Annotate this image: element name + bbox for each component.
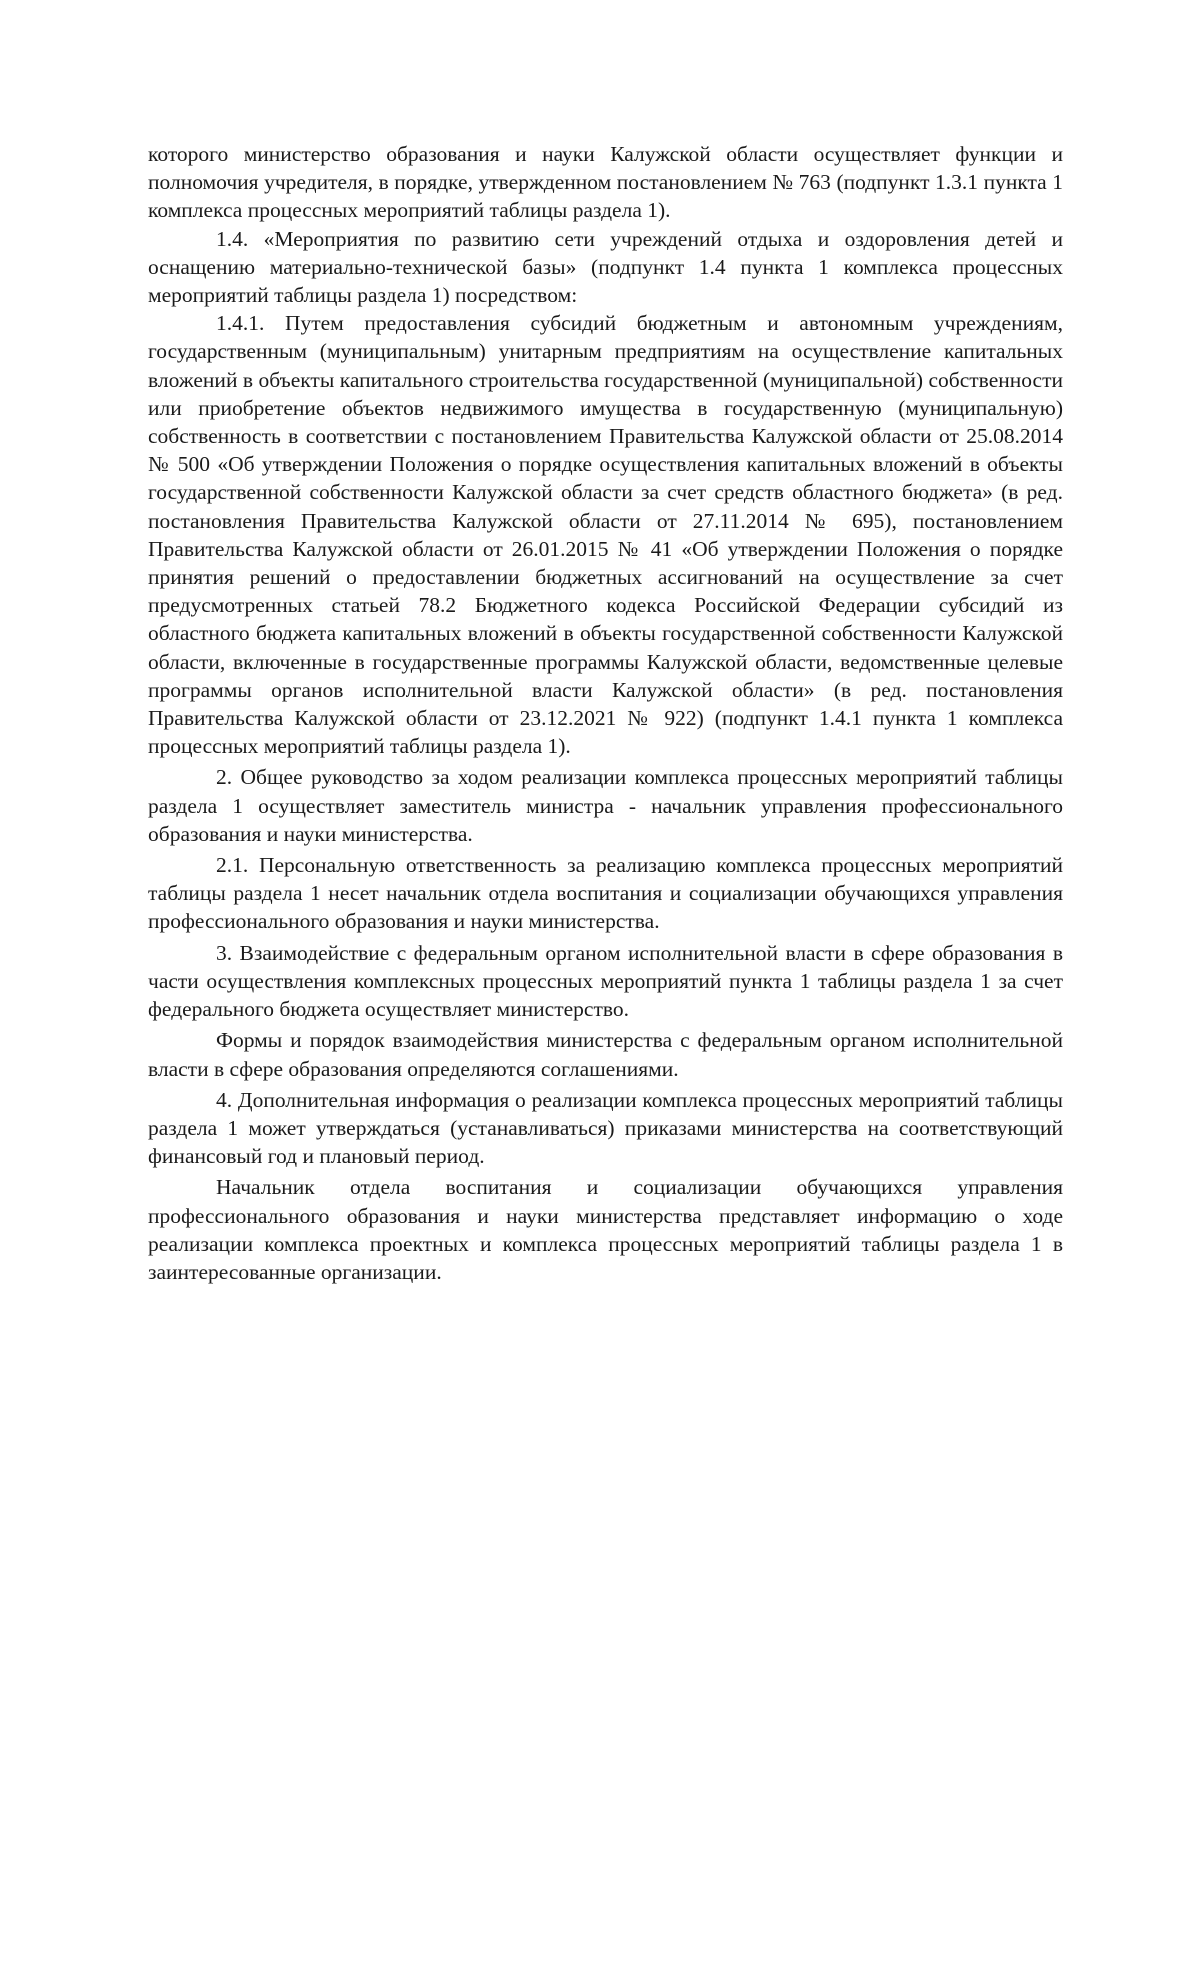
paragraph-2-1: 2.1. Персональную ответственность за реализацию комплекса процессных мероприятий таблицы раздела 1 несет начальник отдела воспитания и социализации обучающихся управления профессионального образования и науки министерства. bbox=[148, 853, 1063, 934]
paragraph-2: 2. Общее руководство за ходом реализации комплекса процессных мероприятий таблицы раздела 1 осуществляет заместитель министра - начальник управления профессионального образования и науки министерства. bbox=[148, 765, 1063, 846]
document-body bbox=[148, 140, 1063, 1286]
paragraph-1-4-1: 1.4.1. Путем предоставления субсидий бюджетным и автономным учреждениям, государственным (муниципальным) унитарным предприятиям на осуществление капитальных вложений в объекты капитального строительства государственной (муниципальной) собственности или приобретение объектов недвижимого имущества в государственную (муниципальную) собственность в соответствии с постановлением Правительства Калужской области от 25.08.2014 № 500 «Об утверждении Положения о порядке осуществления капитальных вложений в объекты государственной собственности Калужской области за счет средств областного бюджета» (в ред. постановления Правительства Калужской области от 27.11.2014 № 695), постановлением Правительства Калужской области от 26.01.2015 № 41 «Об утверждении Положения о порядке принятия решений о предоставлении бюджетных ассигнований на осуществление за счет предусмотренных статьей 78.2 Бюджетного кодекса Российской Федерации субсидий из областного бюджета капитальных вложений в объекты государственной собственности Калужской области, включенные в государственные программы Калужской области, ведомственные целевые программы органов исполнительной власти Калужской области» (в ред. постановления Правительства Калужской области от 23.12.2021 № 922) (подпункт 1.4.1 пункта 1 комплекса процессных мероприятий таблицы раздела 1). bbox=[148, 311, 1063, 759]
paragraph-forms: Формы и порядок взаимодействия министерства с федеральным органом исполнительной власти в сфере образования определяются соглашениями. bbox=[148, 1028, 1063, 1081]
paragraph-1-4: 1.4. «Мероприятия по развитию сети учреждений отдыха и оздоровления детей и оснащению материально-технической базы» (подпункт 1.4 пункта 1 комплекса процессных мероприятий таблицы раздела 1) посредством: bbox=[148, 226, 1063, 308]
paragraph-4: 4. Дополнительная информация о реализации комплекса процессных мероприятий таблицы раздела 1 может утверждаться (устанавливаться) приказами министерства на соответствующий финансовый год и плановый период. bbox=[148, 1087, 1063, 1169]
paragraph-continuation: которого министерство образования и науки Калужской области осуществляет функции и полномочия учредителя, в порядке, утвержденном постановлением № 763 (подпункт 1.3.1 пункта 1 комплекса процессных мероприятий таблицы раздела 1). bbox=[148, 142, 1063, 223]
paragraph-head-of-department: Начальник отдела воспитания и социализации обучающихся управления профессионального образования и науки министерства представляет информацию о ходе реализации комплекса проектных и комплекса процессных мероприятий таблицы раздела 1 в заинтересованные организации. bbox=[148, 1175, 1063, 1284]
paragraph-3: 3. Взаимодействие с федеральным органом исполнительной власти в сфере образования в части осуществления комплексных процессных мероприятий пункта 1 таблицы раздела 1 за счет федерального бюджета осуществляет министерство. bbox=[148, 940, 1063, 1022]
